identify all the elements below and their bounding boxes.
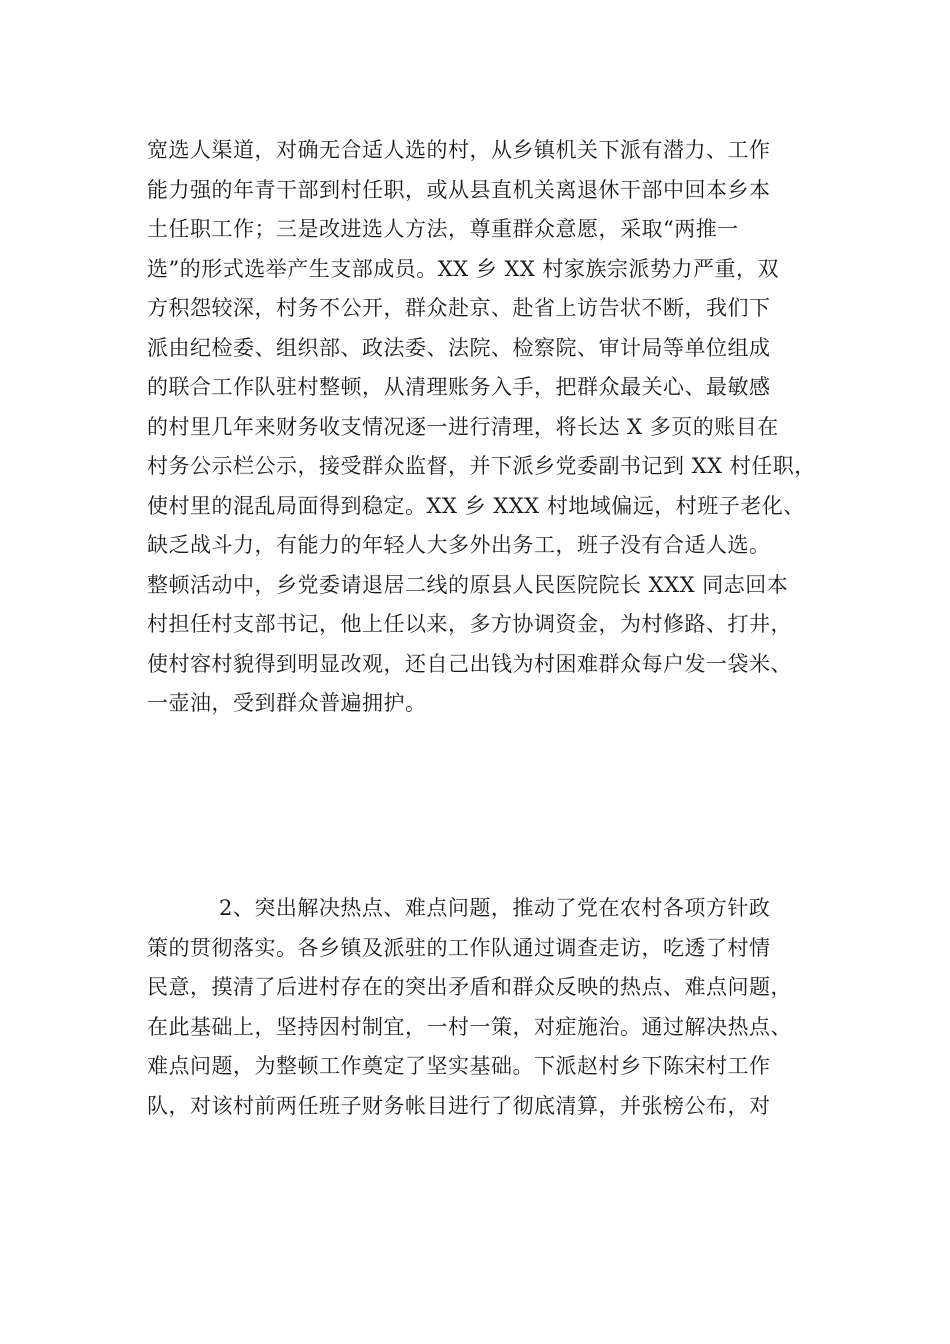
paragraph-1 — [147, 131, 827, 724]
text-line: 派由纪检委、组织部、政法委、法院、检察院、审计局等单位组成 — [147, 335, 771, 360]
text-line: 村担任村支部书记，他上任以来，多方协调资金，为村修路、打井， — [147, 612, 792, 636]
text-line: 使村里的混乱局面得到稳定。XX 乡 XXX 村地域偏远，村班子老化、 — [147, 493, 805, 518]
text-line: 土任职工作；三是改进选人方法，尊重群众意愿，采取“两推一 — [147, 217, 739, 241]
text-line: 民意，摸清了后进村存在的突出矛盾和群众反映的热点、难点问题， — [147, 975, 792, 999]
text-line: 队，对该村前两任班子财务帐目进行了彻底清算，并张榜公布，对 — [147, 1093, 771, 1118]
text-line: 的联合工作队驻村整顿，从清理账务入手，把群众最关心、最敏感 — [147, 375, 771, 399]
text-line: 一壶油，受到群众普遍拥护。 — [147, 691, 427, 715]
text-line: 村务公示栏公示，接受群众监督，并下派乡党委副书记到 XX 村任职， — [147, 454, 816, 478]
text-line: 宽选人渠道，对确无合适人选的村，从乡镇机关下派有潜力、工作 — [147, 138, 771, 162]
paragraph-2 — [147, 889, 827, 1126]
text-line: 使村容村貌得到明显改观，还自己出钱为村困难群众每户发一袋米、 — [147, 651, 792, 676]
text-line: 选”的形式选举产生支部成员。XX 乡 XX 村家族宗派势力严重，双 — [147, 256, 780, 281]
text-line: 策的贯彻落实。各乡镇及派驻的工作队通过调查走访，吃透了村情 — [147, 935, 771, 960]
text-line: 2、突出解决热点、难点问题，推动了党在农村各项方针政 — [219, 896, 771, 920]
text-line: 在此基础上，坚持因村制宜，一村一策，对症施治。通过解决热点、 — [147, 1014, 792, 1039]
text-line: 方积怨较深，村务不公开，群众赴京、赴省上访告状不断，我们下 — [147, 296, 771, 320]
text-line: 缺乏战斗力，有能力的年轻人大多外出务工，班子没有合适人选。 — [147, 533, 771, 557]
text-line: 能力强的年青干部到村任职，或从县直机关离退休干部中回本乡本 — [147, 177, 771, 202]
text-line: 难点问题，为整顿工作奠定了坚实基础。下派赵村乡下陈宋村工作 — [147, 1054, 771, 1078]
text-line: 的村里几年来财务收支情况逐一进行清理，将长达 X 多页的账目在 — [147, 414, 779, 439]
text-line: 整顿活动中，乡党委请退居二线的原县人民医院院长 XXX 同志回本 — [147, 572, 789, 597]
